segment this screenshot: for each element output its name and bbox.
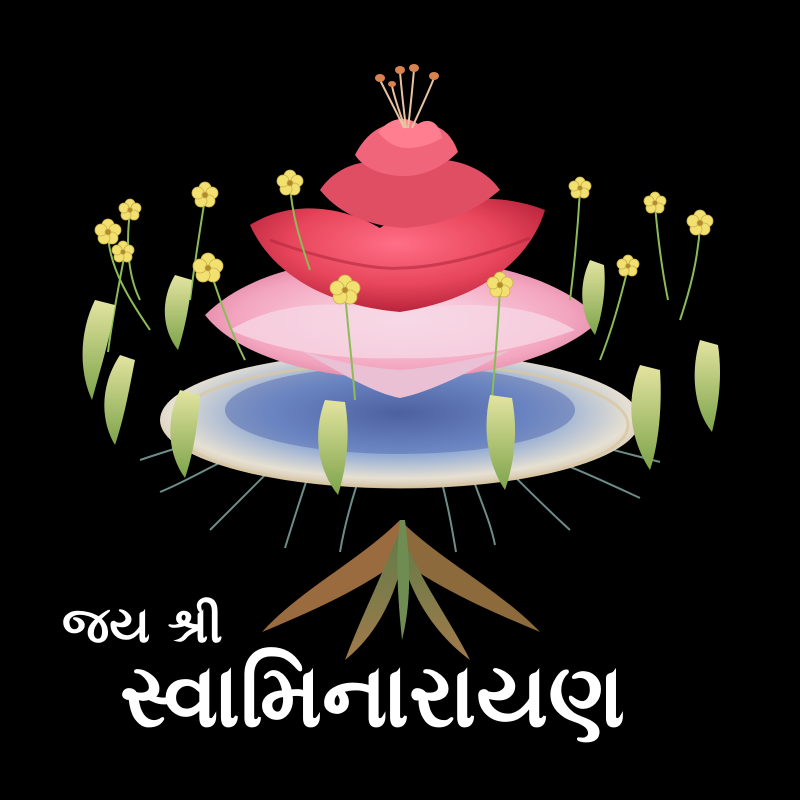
greeting-line-2: સ્વામિનારાયણ [120,644,625,747]
stamen-tips [375,64,439,87]
greeting-line-1: જય શ્રી [62,596,223,654]
base-leaves [262,520,540,660]
